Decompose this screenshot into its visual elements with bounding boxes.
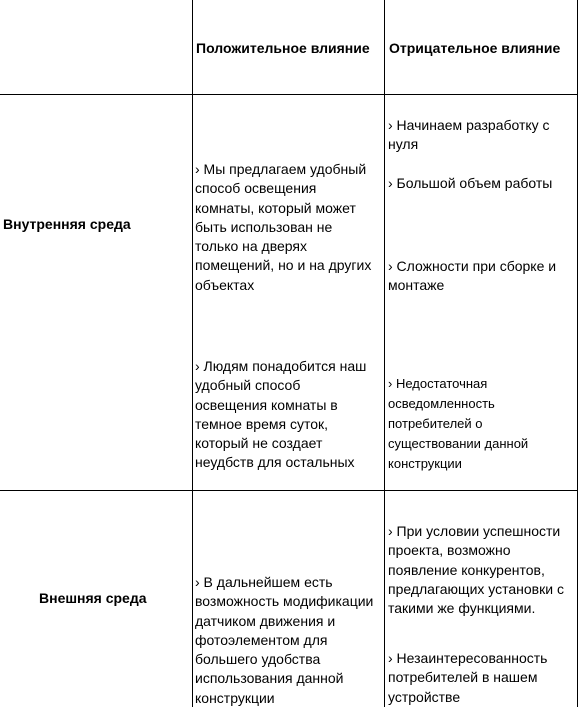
row-divider [0,490,578,491]
internal-positive-item: › Людям понадобится наш удобный способ освещения комнаты в темное время суток, который не создает неудбств для остальных [195,358,367,471]
internal-negative-item: › Большой объем работы [388,175,553,191]
column-divider [384,0,385,707]
external-negative-item: › Незаинтересованность потребителей в нашем устройстве [388,650,548,705]
header-negative: Отрицательное влияние [389,40,561,56]
internal-negative-item: › Сложности при сборке и монтаже [388,258,557,294]
row-label-external: Внешняя среда [39,590,147,606]
external-positive-item: › В дальнейшем есть возможность модификации датчиком движения и фотоэлементом для большего удобства использования данной конструкции [195,574,374,706]
header-positive: Положительное влияние [196,40,370,56]
row-divider [0,94,578,95]
internal-positive-item: › Мы предлагаем удобный способ освещения комнаты, который может быть использован не только на дверях помещений, но и на других объектах [195,161,372,293]
column-divider [192,0,193,707]
internal-negative-item: › Недостаточная осведомленность потребителей о существовании данной конструкции [388,376,529,471]
row-label-internal: Внутренняя среда [3,216,131,232]
internal-negative-item: › Начинаем разработку с нуля [388,117,550,153]
external-negative-item: › При условии успешности проекта, возможно появление конкурентов, предлагающих установки с такими же функциями. [388,523,564,617]
